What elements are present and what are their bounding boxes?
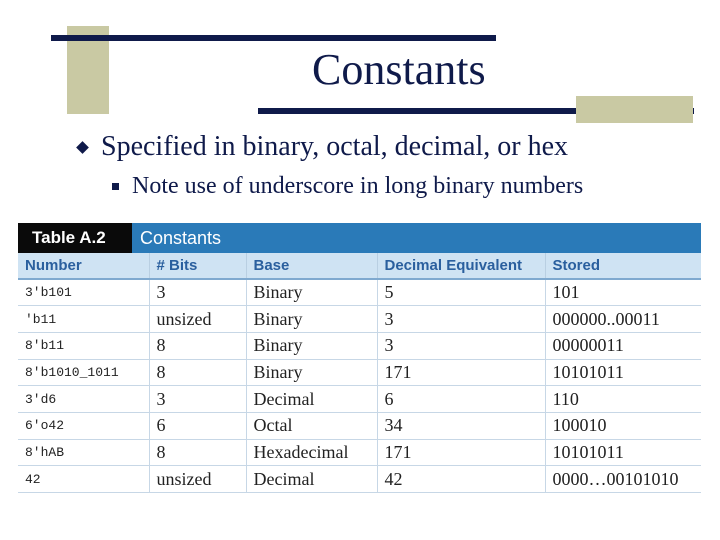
cell-decimal: 6 xyxy=(377,386,545,413)
table-row xyxy=(18,466,701,493)
table-row xyxy=(18,439,701,466)
cell-decimal: 171 xyxy=(377,359,545,386)
title-rule-top xyxy=(51,35,496,41)
table-header-row xyxy=(18,253,701,279)
diamond-bullet-icon xyxy=(76,141,89,154)
cell-stored: 00000011 xyxy=(545,332,701,359)
square-bullet-icon xyxy=(112,183,119,190)
cell-base: Binary xyxy=(246,306,377,333)
cell-number: 3'd6 xyxy=(18,386,149,413)
cell-stored: 10101011 xyxy=(545,439,701,466)
table-row xyxy=(18,306,701,333)
cell-decimal: 3 xyxy=(377,332,545,359)
cell-decimal: 171 xyxy=(377,439,545,466)
cell-decimal: 42 xyxy=(377,466,545,493)
bullet-level-1 xyxy=(78,131,568,163)
column-header-stored: Stored xyxy=(545,253,701,279)
column-header-number: Number xyxy=(18,253,149,279)
constants-table xyxy=(18,223,701,493)
cell-base: Binary xyxy=(246,359,377,386)
cell-stored: 101 xyxy=(545,279,701,306)
bullet-level-2-text: Note use of underscore in long binary numbers xyxy=(132,173,584,199)
cell-bits: 3 xyxy=(149,279,246,306)
cell-decimal: 3 xyxy=(377,306,545,333)
cell-bits: 3 xyxy=(149,386,246,413)
cell-stored: 110 xyxy=(545,386,701,413)
column-header-bits: # Bits xyxy=(149,253,246,279)
cell-bits: unsized xyxy=(149,306,246,333)
cell-base: Decimal xyxy=(246,466,377,493)
cell-number: 8'hAB xyxy=(18,439,149,466)
cell-bits: 8 xyxy=(149,332,246,359)
column-header-base: Base xyxy=(246,253,377,279)
table-caption xyxy=(18,223,701,253)
cell-stored: 000000..00011 xyxy=(545,306,701,333)
cell-base: Binary xyxy=(246,332,377,359)
cell-stored: 0000…00101010 xyxy=(545,466,701,493)
table-row xyxy=(18,386,701,413)
table-row xyxy=(18,412,701,439)
cell-bits: 8 xyxy=(149,439,246,466)
cell-number: 42 xyxy=(18,466,149,493)
data-table xyxy=(18,253,701,493)
table-caption-number: Table A.2 xyxy=(18,223,132,253)
cell-number: 'b11 xyxy=(18,306,149,333)
column-header-decimal-equivalent: Decimal Equivalent xyxy=(377,253,545,279)
cell-base: Octal xyxy=(246,412,377,439)
cell-base: Hexadecimal xyxy=(246,439,377,466)
cell-decimal: 5 xyxy=(377,279,545,306)
table-caption-title: Constants xyxy=(140,227,222,248)
cell-bits: 8 xyxy=(149,359,246,386)
table-row xyxy=(18,332,701,359)
cell-bits: 6 xyxy=(149,412,246,439)
bullet-level-1-text: Specified in binary, octal, decimal, or hex xyxy=(101,131,569,162)
cell-bits: unsized xyxy=(149,466,246,493)
cell-stored: 10101011 xyxy=(545,359,701,386)
cell-base: Decimal xyxy=(246,386,377,413)
table-row xyxy=(18,279,701,306)
cell-number: 3'b101 xyxy=(18,279,149,306)
bullet-level-2 xyxy=(112,173,583,200)
cell-number: 8'b1010_1011 xyxy=(18,359,149,386)
cell-decimal: 34 xyxy=(377,412,545,439)
cell-number: 8'b11 xyxy=(18,332,149,359)
cell-number: 6'o42 xyxy=(18,412,149,439)
title-accent-block-right xyxy=(576,96,693,123)
table-row xyxy=(18,359,701,386)
cell-base: Binary xyxy=(246,279,377,306)
cell-stored: 100010 xyxy=(545,412,701,439)
slide-title: Constants xyxy=(312,45,486,94)
